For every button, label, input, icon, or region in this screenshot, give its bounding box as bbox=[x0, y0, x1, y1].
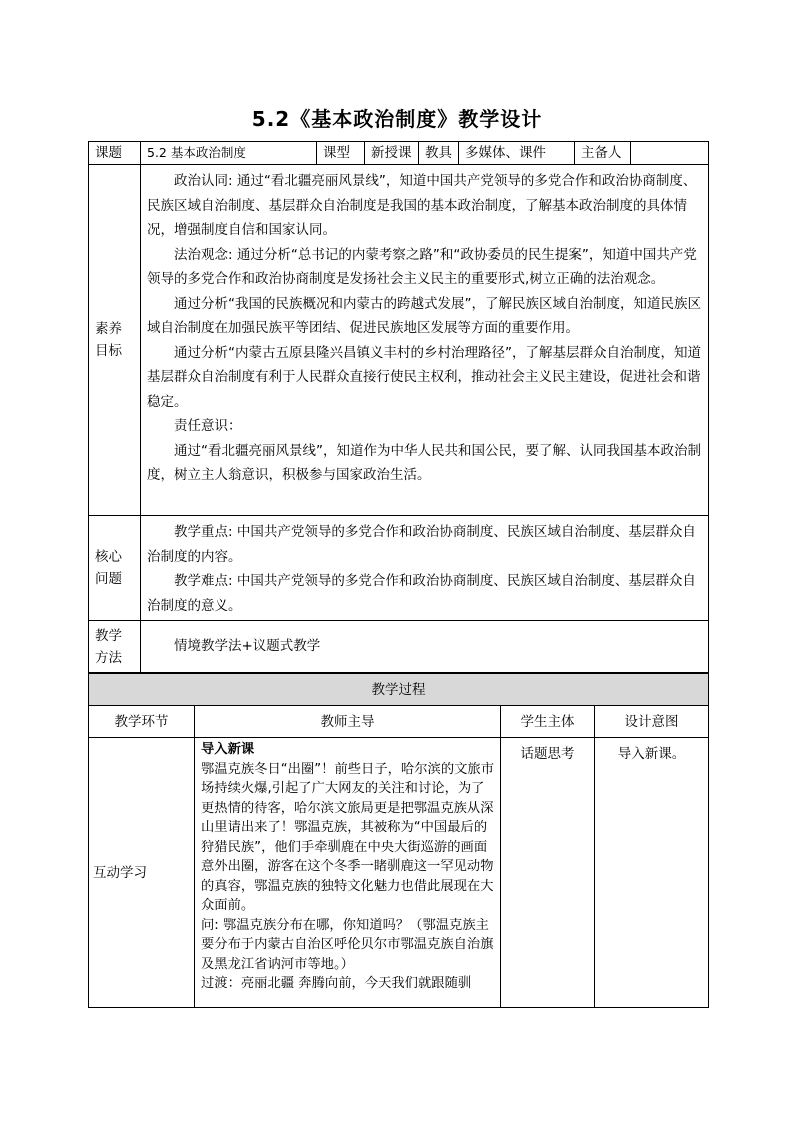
literacy-paragraph: 法治观念: 通过分析“总书记的内蒙考察之路”和“政协委员的民生提案”，知道中国共产党领导的多党合作和政治协商制度是发扬社会主义民主的重要形式,树立正确的法治观念。 bbox=[147, 246, 697, 287]
process-title-row bbox=[89, 674, 709, 706]
teacher-heading: 导入新课 bbox=[201, 742, 255, 757]
process-row bbox=[89, 738, 709, 1008]
literacy-label bbox=[89, 165, 141, 516]
intent-cell: 导入新课。 bbox=[595, 738, 709, 1008]
core-row bbox=[89, 516, 709, 621]
method-row bbox=[89, 621, 709, 673]
lesson-label: 课题 bbox=[89, 142, 141, 165]
literacy-paragraph: 通过分析“内蒙古五原县隆兴昌镇义丰村的乡村治理路径”，了解基层群众自治制度，知道基层群众自治制度有利于人民群众直接行使民主权利，推动社会主义民主建设，促进社会和谐稳定。 bbox=[147, 344, 701, 410]
core-paragraph: 教学重点: 中国共产党领导的多党合作和政治协商制度、民族区域自治制度、基层群众自治制度的内容。 bbox=[147, 524, 696, 565]
teacher-paragraph: 问: 鄂温克族分布在哪，你知道吗？（鄂温克族主要分布于内蒙古自治区呼伦贝尔市鄂温克族自治旗及黑龙江省讷河市等地。） bbox=[201, 917, 494, 972]
col-header-stage: 教学环节 bbox=[89, 706, 195, 738]
lesson-value: 5.2 基本政治制度 bbox=[141, 142, 317, 165]
method-label-text: 教学方法 bbox=[95, 627, 122, 666]
type-label: 课型 bbox=[317, 142, 365, 165]
preparer-label: 主备人 bbox=[575, 142, 631, 165]
literacy-content bbox=[141, 165, 709, 516]
process-header-row bbox=[89, 706, 709, 738]
method-value: 情境教学法+议题式教学 bbox=[174, 638, 321, 655]
col-header-teacher: 教师主导 bbox=[195, 706, 501, 738]
core-label-text: 核心问题 bbox=[95, 549, 122, 587]
page-title: 5.2《基本政治制度》教学设计 bbox=[251, 107, 543, 131]
literacy-paragraph: 通过分析“我国的民族概况和内蒙古的跨越式发展”，了解民族区域自治制度，知道民族区域自治制度在加强民族平等团结、促进民族地区发展等方面的重要作用。 bbox=[147, 295, 701, 336]
type-value: 新授课 bbox=[365, 142, 419, 165]
literacy-paragraph: 政治认同: 通过“看北疆亮丽风景线”，知道中国共产党领导的多党合作和政治协商制度、民族区域自治制度、基层群众自治制度是我国的基本政治制度，了解基本政治制度的具体情况，增强制度自信和国家认同。 bbox=[147, 173, 697, 238]
col-header-intent: 设计意图 bbox=[595, 706, 709, 738]
process-title: 教学过程 bbox=[89, 674, 709, 706]
literacy-paragraph: 通过“看北疆亮丽风景线”，知道作为中华人民共和国公民，要了解、认同我国基本政治制度，树立主人翁意识，积极参与国家政治生活。 bbox=[147, 442, 701, 483]
stage-cell: 互动学习 bbox=[89, 738, 195, 1008]
preparer-value bbox=[631, 142, 709, 165]
literacy-paragraph: 责任意识： bbox=[174, 418, 242, 434]
teacher-paragraph: 过渡：亮丽北疆 奔腾向前，今天我们就跟随驯 bbox=[201, 976, 472, 991]
col-header-student: 学生主体 bbox=[501, 706, 595, 738]
method-label bbox=[89, 621, 141, 673]
core-label bbox=[89, 516, 141, 621]
literacy-label-text: 素养目标 bbox=[95, 321, 122, 359]
method-content bbox=[141, 621, 709, 673]
literacy-row bbox=[89, 165, 709, 516]
teacher-paragraph: 鄂温克族冬日“出圈”！前些日子，哈尔滨的文旅市场持续火爆,引起了广大网友的关注和讨论，为了更热情的待客，哈尔滨文旅局更是把鄂温克族从深山里请出来了！鄂温克族，其被称为“中国最后的狩猎民族”，他们手牵驯鹿在中央大街巡游的画面意外出圈，游客在这个冬季一睹驯鹿这一罕见动物的真容，鄂温克族的独特文化魅力也借此展现在大众面前。 bbox=[201, 761, 495, 913]
process-table bbox=[88, 673, 709, 1008]
teacher-cell bbox=[195, 738, 501, 1008]
core-paragraph: 教学难点: 中国共产党领导的多党合作和政治协商制度、民族区域自治制度、基层群众自治制度的意义。 bbox=[147, 573, 696, 614]
tools-label: 教具 bbox=[419, 142, 459, 165]
tools-value: 多媒体、课件 bbox=[459, 142, 575, 165]
core-content bbox=[141, 516, 709, 621]
lesson-info-table bbox=[88, 141, 709, 673]
header-row bbox=[89, 142, 709, 165]
student-cell: 话题思考 bbox=[501, 738, 595, 1008]
